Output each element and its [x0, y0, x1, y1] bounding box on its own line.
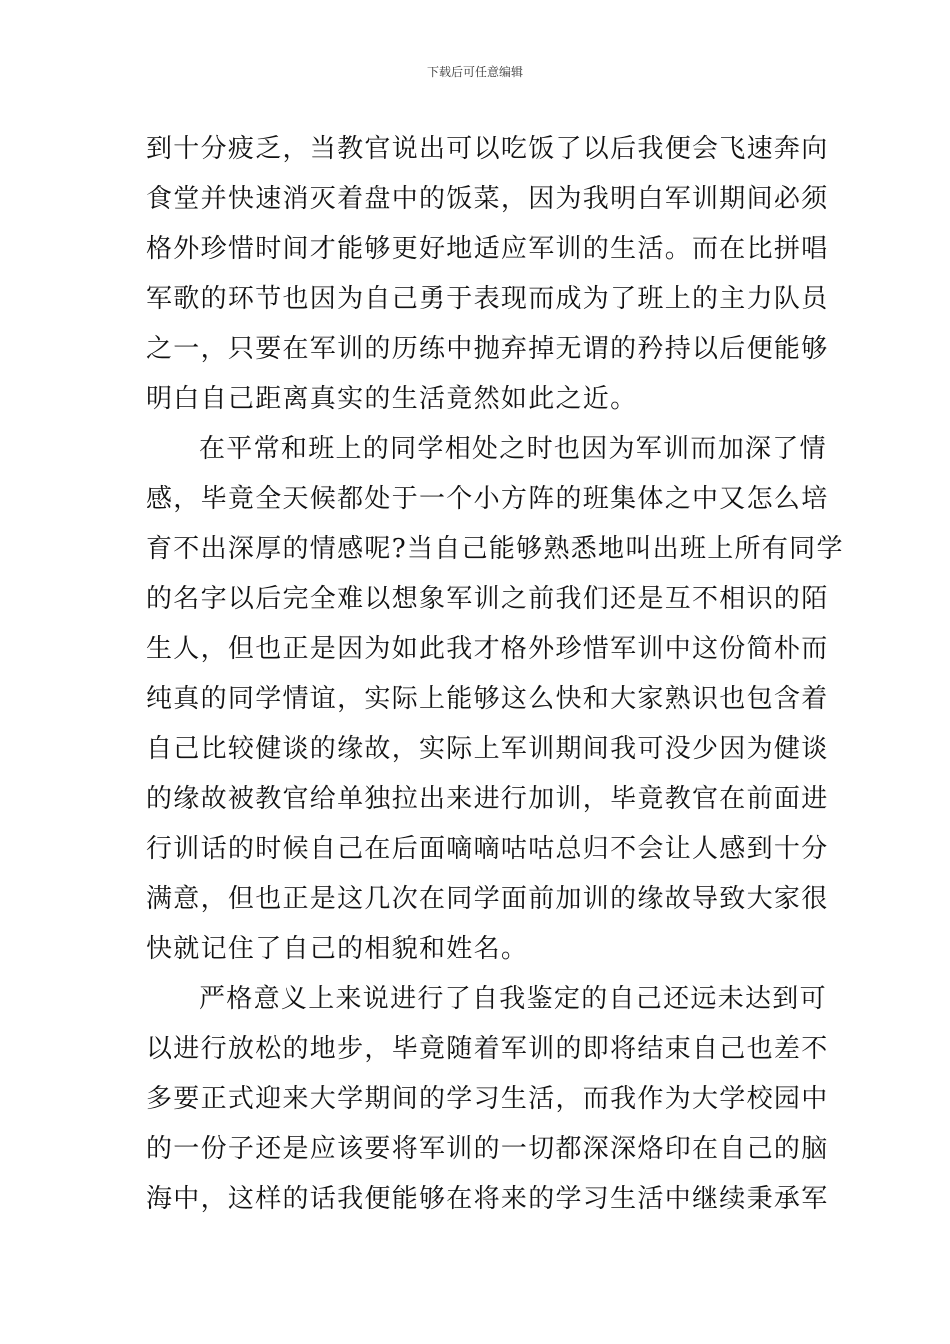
- text-line: 明白自己距离真实的生活竟然如此之近。: [146, 384, 638, 414]
- text-line: 感，毕竟全天候都处于一个小方阵的班集体之中又怎么培: [146, 484, 829, 514]
- text-line: 以进行放松的地步，毕竟随着军训的即将结束自己也差不: [146, 1034, 829, 1064]
- text-line: 的名字以后完全难以想象军训之前我们还是互不相识的陌: [146, 584, 829, 614]
- document-body: [146, 124, 844, 1224]
- text-line: 的缘故被教官给单独拉出来进行加训，毕竟教官在前面进: [146, 784, 829, 814]
- text-line: 严格意义上来说进行了自我鉴定的自己还远未达到可: [199, 984, 827, 1014]
- text-line: 自己比较健谈的缘故，实际上军训期间我可没少因为健谈: [146, 734, 829, 764]
- text-line: 生人，但也正是因为如此我才格外珍惜军训中这份简朴而: [146, 634, 829, 664]
- text-line: 在平常和班上的同学相处之时也因为军训而加深了情: [199, 434, 827, 464]
- text-line: 海中，这样的话我便能够在将来的学习生活中继续秉承军: [146, 1184, 829, 1214]
- text-line: 食堂并快速消灭着盘中的饭菜，因为我明白军训期间必须: [146, 184, 829, 214]
- text-line: 之一，只要在军训的历练中抛弃掉无谓的矜持以后便能够: [146, 334, 829, 364]
- text-line: 多要正式迎来大学期间的学习生活，而我作为大学校园中: [146, 1084, 829, 1114]
- text-line: 格外珍惜时间才能够更好地适应军训的生活。而在比拼唱: [146, 234, 829, 264]
- text-line: 行训话的时候自己在后面嘀嘀咕咕总归不会让人感到十分: [146, 834, 829, 864]
- text-line: 育不出深厚的情感呢?当自己能够熟悉地叫出班上所有同学: [146, 534, 844, 564]
- text-line: 满意，但也正是这几次在同学面前加训的缘故导致大家很: [146, 884, 829, 914]
- text-line: 军歌的环节也因为自己勇于表现而成为了班上的主力队员: [146, 284, 829, 314]
- text-line: 的一份子还是应该要将军训的一切都深深烙印在自己的脑: [146, 1134, 829, 1164]
- text-line: 纯真的同学情谊，实际上能够这么快和大家熟识也包含着: [146, 684, 829, 714]
- page-header: 下载后可任意编辑: [426, 65, 523, 79]
- text-line: 到十分疲乏，当教官说出可以吃饭了以后我便会飞速奔向: [146, 134, 829, 164]
- text-line: 快就记住了自己的相貌和姓名。: [146, 934, 529, 964]
